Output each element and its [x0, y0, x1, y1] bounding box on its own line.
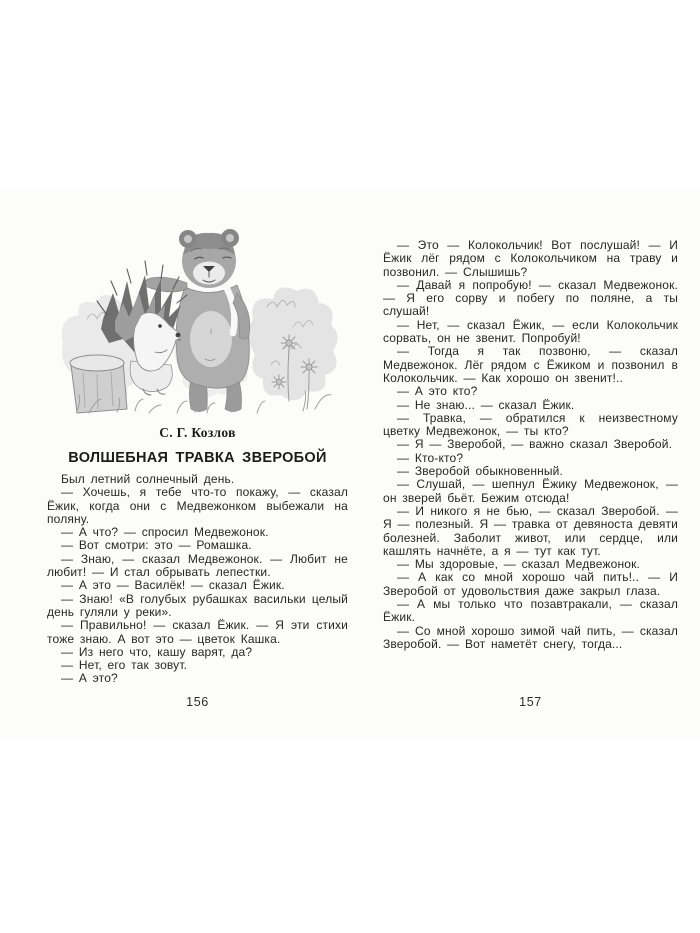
paragraph: — Хочешь, я тебе что-то покажу, — сказал Ёжик, когда они с Медвежонком выбежали на поляну.: [47, 485, 348, 526]
paragraph: — Травка, — обратился к неизвестному цветку Медвежонок, — ты кто?: [383, 410, 678, 439]
paragraph: — Вот смотри: это — Ромашка.: [61, 538, 252, 553]
paragraph: — А что? — спросил Медвежонок.: [61, 525, 269, 540]
paragraph: — Из него что, кашу варят, да?: [61, 644, 253, 659]
page-number-left: 156: [186, 695, 209, 709]
paragraph: — Мы здоровые, — сказал Медвежонок.: [397, 557, 640, 572]
paragraph: — Знаю, — сказал Медвежонок. — Любит не любит! — И стал обрывать лепестки.: [47, 551, 348, 580]
author-name: С. Г. Козлов: [159, 425, 236, 440]
hedgehog-and-bear-illustration: [57, 223, 339, 417]
paragraph: — Я — Зверобой, — важно сказал Зверобой.: [397, 437, 673, 452]
paragraph: — Нет, его так зовут.: [61, 658, 188, 673]
paragraph: Был летний солнечный день.: [61, 472, 235, 486]
page-right: [383, 233, 678, 651]
story-title: ВОЛШЕБНАЯ ТРАВКА ЗВЕРОБОЙ: [68, 450, 327, 466]
paragraph: — Давай я попробую! — сказал Медвежонок. — Я его сорву и побегу по поляне, а ты слушай!: [383, 277, 678, 319]
page-left: [47, 190, 348, 686]
paragraph: — А это кто?: [397, 384, 478, 399]
right-page-text: [383, 239, 678, 651]
paragraph: — Нет, — сказал Ёжик, — если Колокольчик сорвать, он не звенит. Попробуй!: [383, 317, 678, 346]
paragraph: — А мы только что позавтракали, — сказал Ёжик.: [383, 597, 678, 625]
left-page-text: [47, 473, 348, 686]
paragraph: — Правильно! — сказал Ёжик. — Я эти стихи тоже знаю. А вот это — цветок Кашка.: [47, 618, 348, 646]
paragraph: — Слушай, — шепнул Ёжику Медвежонок, — он зверей бьёт. Бежим отсюда!: [383, 477, 678, 505]
paragraph: — Зверобой обыкновенный.: [397, 464, 563, 479]
paragraph: — И никого я не бью, — сказал Зверобой. — Я — полезный. Я — травка от девяноста девяти болезней. Заболит живот, или сердце, или кашлять начнёте, а я — тут как тут.: [383, 503, 678, 558]
paragraph: — Кто-кто?: [397, 450, 464, 465]
paragraph: — А это — Василёк! — сказал Ёжик.: [61, 578, 285, 593]
page-number-right: 157: [519, 695, 542, 709]
paragraph: — Не знаю... — сказал Ёжик.: [397, 397, 575, 412]
paragraph: — Это — Колокольчик! Вот послушай! — И Ёжик лёг рядом с Колокольчиком на траву и позвонил. — Слышишь?: [383, 238, 678, 279]
paragraph: — А это?: [61, 671, 118, 686]
paragraph: — Тогда я так позвоню, — сказал Медвежонок. Лёг рядом с Ёжиком и позвонил в Колокольчик. — Как хорошо он звенит!..: [383, 344, 678, 385]
paragraph: — Со мной хорошо зимой чай пить, — сказал Зверобой. — Вот наметёт снегу, тогда...: [383, 623, 678, 651]
paragraph: — Знаю! «В голубых рубашках васильки целый день гуляли у реки».: [47, 591, 348, 619]
paragraph: — А как со мной хорошо чай пить!.. — И Зверобой от удовольствия даже закрыл глаза.: [383, 570, 678, 598]
